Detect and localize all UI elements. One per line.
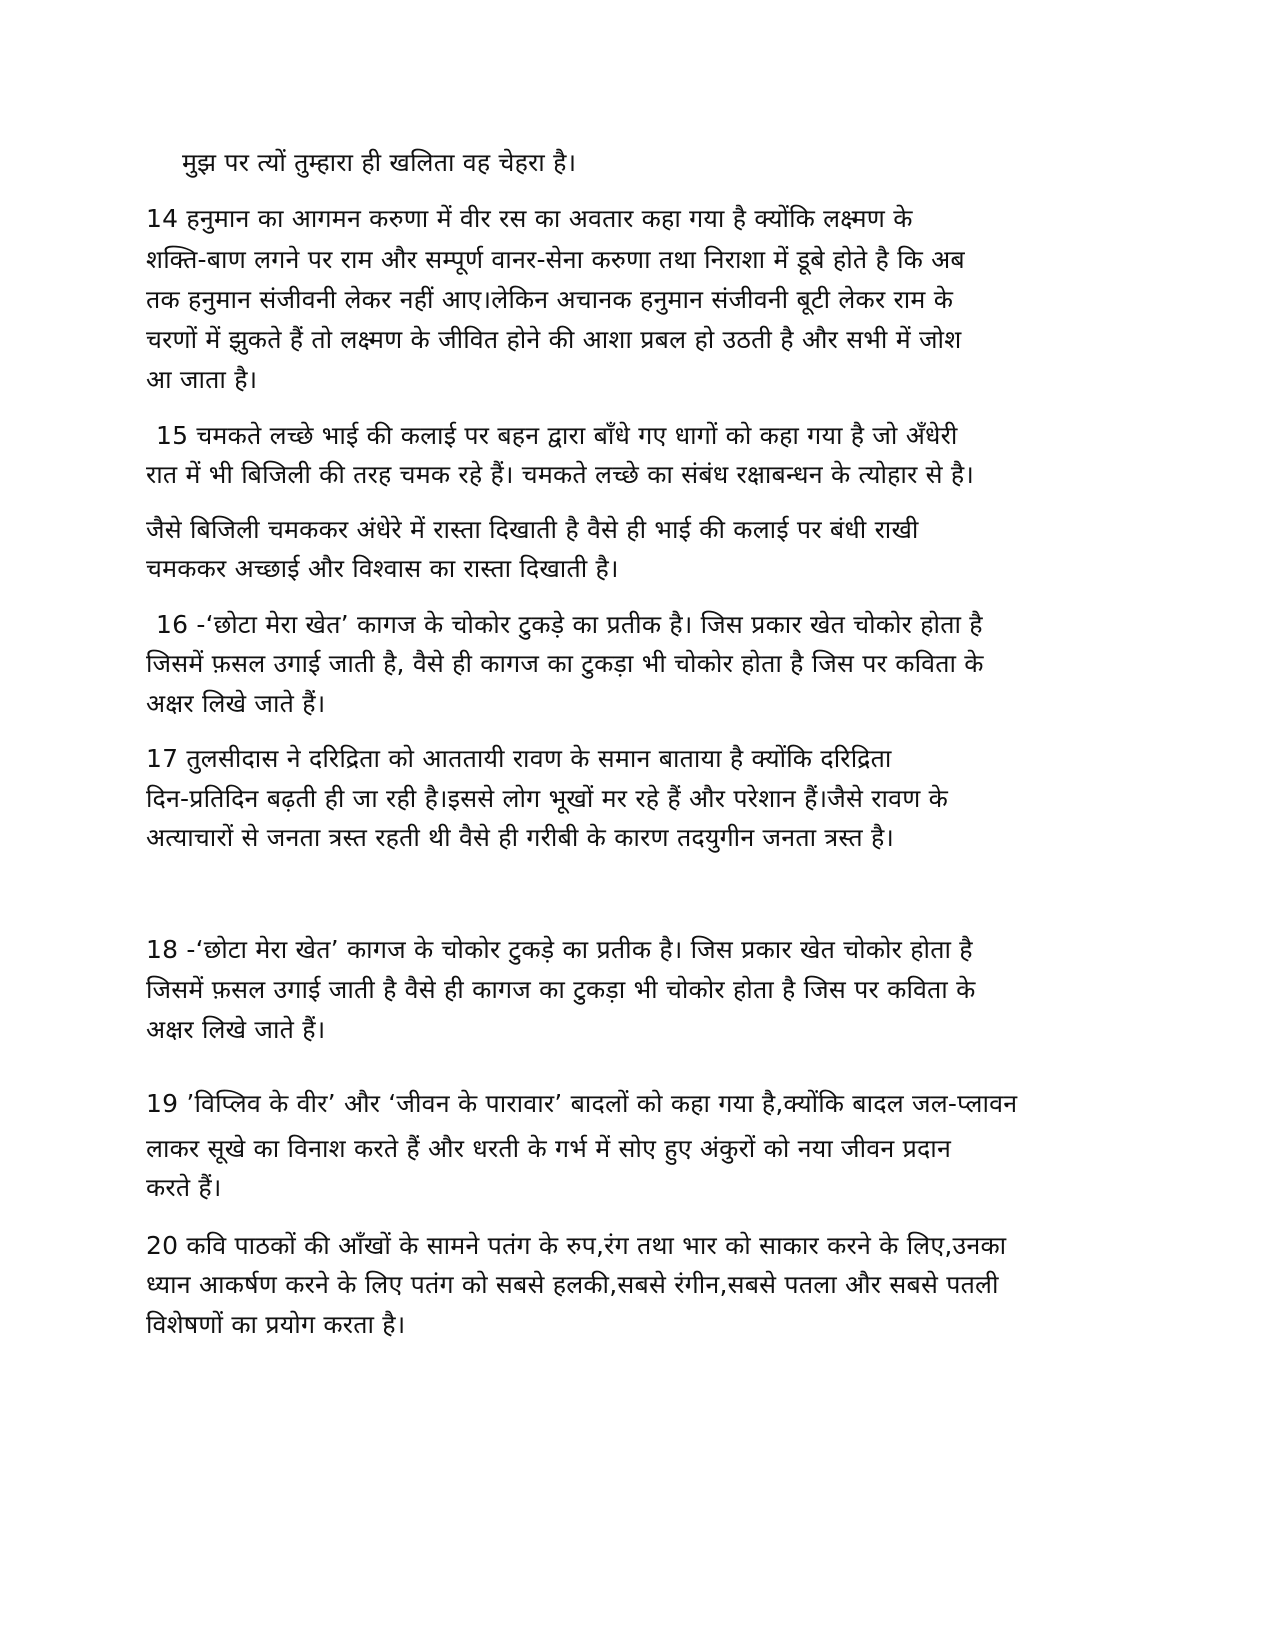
- answer-16-line-3: अक्षर लिखे जाते हैं।: [146, 689, 326, 718]
- answer-20-line-3: विशेषणों का प्रयोग करता है।: [146, 1310, 406, 1339]
- answer-15b-line-1: जैसे बिजिली चमककर अंधेरे में रास्ता दिखाती है वैसे ही भाई की कलाई पर बंधी राखी: [146, 515, 919, 544]
- answer-17-line-1: 17 तुलसीदास ने दरिद्रिता को आततायी रावण के समान बाताया है क्योंकि दरिद्रिता: [146, 744, 892, 773]
- answer-18-line-1: 18 -‘छोटा मेरा खेत’ कागज के चोकोर टुकड़े का प्रतीक है। जिस प्रकार खेत चोकोर होता है: [146, 935, 973, 964]
- answer-14-line-5: आ जाता है।: [146, 365, 258, 394]
- answer-16-line-1: 16 -‘छोटा मेरा खेत’ कागज के चोकोर टुकड़े का प्रतीक है। जिस प्रकार खेत चोकोर होता है: [156, 610, 983, 639]
- answer-19-line-1: 19 ’विप्लिव के वीर’ और ‘जीवन के पारावार’ बादलों को कहा गया है,क्योंकि बादल जल-प्लावन: [146, 1089, 1018, 1118]
- answer-15b-line-2: चमककर अच्छाई और विश्वास का रास्ता दिखाती है।: [146, 554, 619, 583]
- answer-14-line-1: 14 हनुमान का आगमन करुणा में वीर रस का अवतार कहा गया है क्योंकि लक्ष्मण के: [146, 204, 913, 233]
- answer-14-line-3: तक हनुमान संजीवनी लेकर नहीं आए।लेकिन अचानक हनुमान संजीवनी बूटी लेकर राम के: [146, 285, 954, 314]
- answer-15-line-1: 15 चमकते लच्छे भाई की कलाई पर बहन द्वारा बाँधे गए धागों को कहा गया है जो अँधेरी: [156, 421, 958, 450]
- answer-19-line-2: लाकर सूखे का विनाश करते हैं और धरती के गर्भ में सोए हुए अंकुरों को नया जीवन प्रदान: [146, 1134, 952, 1163]
- answer-14-line-4: चरणों में झुकते हैं तो लक्ष्मण के जीवित होने की आशा प्रबल हो उठती है और सभी में जोश: [146, 325, 962, 354]
- answer-17-line-2: दिन-प्रतिदिन बढ़ती ही जा रही है।इससे लोग भूखों मर रहे हैं और परेशान हैं।जैसे रावण के: [146, 784, 949, 813]
- answer-20-line-1: 20 कवि पाठकों की आँखों के सामने पतंग के रुप,रंग तथा भार को साकार करने के लिए,उनका: [146, 1231, 1007, 1260]
- opening-line: मुझ पर त्यों तुम्हारा ही खलिता वह चेहरा है।: [182, 148, 577, 177]
- answer-20-line-2: ध्यान आकर्षण करने के लिए पतंग को सबसे हलकी,सबसे रंगीन,सबसे पतला और सबसे पतली: [146, 1270, 999, 1299]
- answer-14-line-2: शक्ति-बाण लगने पर राम और सम्पूर्ण वानर-सेना करुणा तथा निराशा में डूबे होते है कि अब: [146, 245, 965, 274]
- answer-18-line-3: अक्षर लिखे जाते हैं।: [146, 1015, 326, 1044]
- answer-17-line-3: अत्याचारों से जनता त्रस्त रहती थी वैसे ही गरीबी के कारण तदयुगीन जनता त्रस्त है।: [146, 823, 895, 852]
- answer-19-line-3: करते हैं।: [146, 1173, 222, 1202]
- answer-15-line-2: रात में भी बिजिली की तरह चमक रहे हैं। चमकते लच्छे का संबंध रक्षाबन्धन के त्योहार से है।: [146, 460, 975, 489]
- answer-18-line-2: जिसमें फ़सल उगाई जाती है वैसे ही कागज का टुकड़ा भी चोकोर होता है जिस पर कविता के: [146, 975, 976, 1004]
- answer-16-line-2: जिसमें फ़सल उगाई जाती है, वैसे ही कागज का टुकड़ा भी चोकोर होता है जिस पर कविता के: [146, 649, 984, 678]
